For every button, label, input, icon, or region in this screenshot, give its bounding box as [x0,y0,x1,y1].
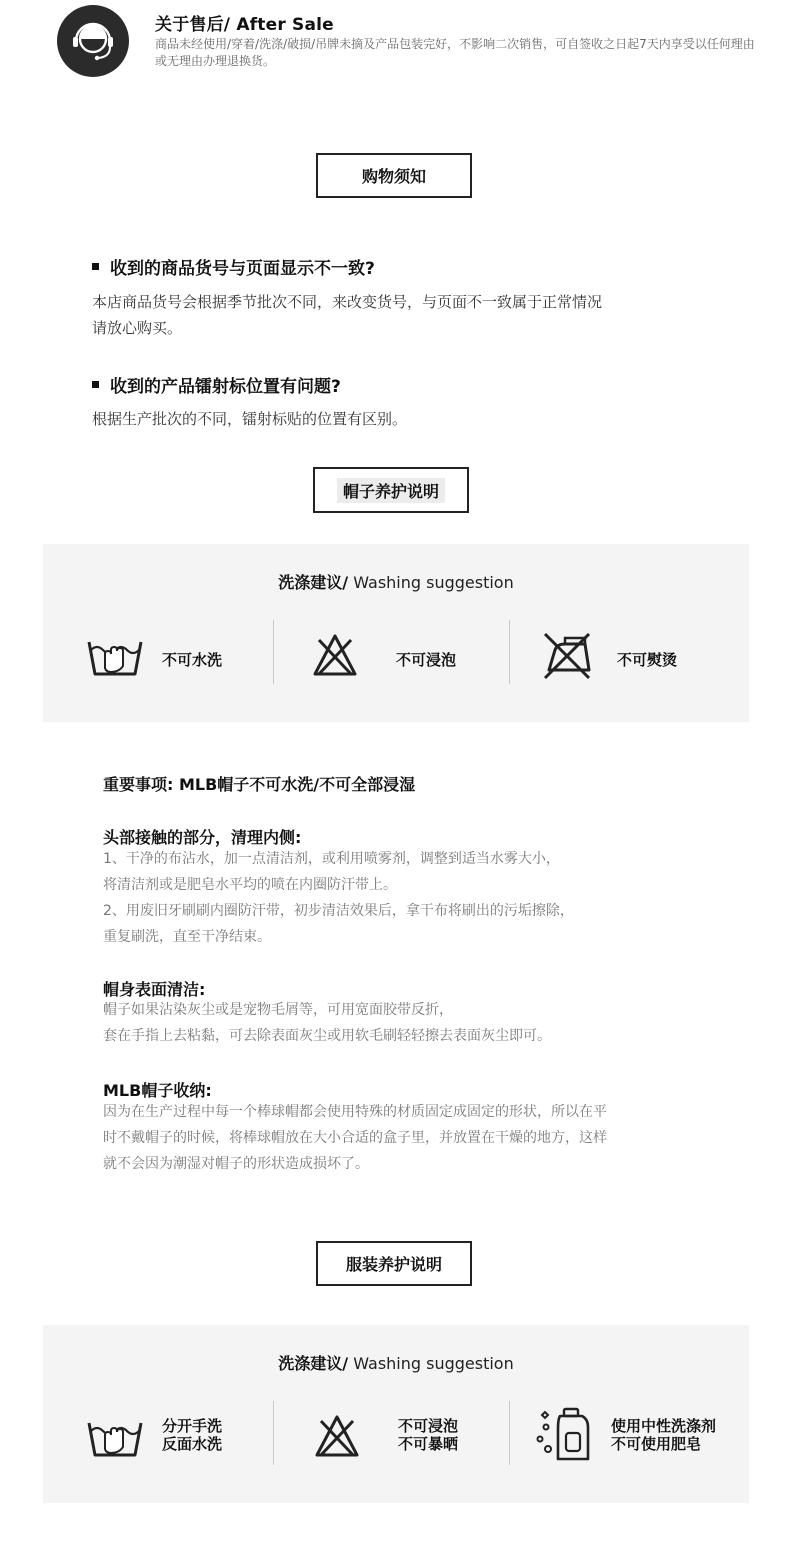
no-iron-label: 不可熨烫 [617,651,678,669]
detergent-label-line: 不可使用肥皂 [611,1435,702,1453]
care-line: 就不会因为潮湿对帽子的形状造成损坏了。 [103,1156,369,1172]
care-section-title: 头部接触的部分，清理内侧: [103,828,302,847]
hand-wash-label-line: 反面水洗 [162,1435,223,1453]
shopping-notice-heading [316,153,472,198]
faq-question [92,372,341,397]
care-section-body [103,1099,607,1177]
care-line: 1、干净的布沾水，加一点清洁剂，或利用喷雾剂，调整到适当水雾大小， [103,851,560,867]
care-section-body [103,997,551,1049]
apparel-washing-panel [43,1325,749,1503]
washing-suggestion-title-cn: 洗涤建议/ [278,1354,349,1373]
faq-answer [92,289,602,341]
faq-answer [92,406,407,432]
faq-question-text: 收到的产品镭射标位置有问题? [110,377,341,397]
after-sale-description: 商品未经使用/穿着/洗涤/破损/吊牌未摘及产品包装完好，不影响二次销售，可自签收之日起7天内享受以任何理由或无理由办理退换货。 [155,37,755,68]
divider [273,620,274,684]
washing-suggestion-title-en: Washing suggestion [348,573,514,592]
no-soak-label-line: 不可浸泡 [398,1417,459,1435]
headset-support-icon [57,5,129,77]
bullet-square-icon [92,381,99,388]
no-soak-label-line: 不可暴晒 [398,1435,459,1453]
care-line: 因为在生产过程中每一个棒球帽都会使用特殊的材质固定成固定的形状，所以在平 [103,1104,607,1120]
after-sale-title: 关于售后/ After Sale [155,15,334,35]
no-soak-label: 不可浸泡 [396,651,457,669]
faq-answer-line: 本店商品货号会根据季节批次不同，来改变货号，与页面不一致属于正常情况 [92,293,603,311]
divider [509,620,510,684]
hand-wash-label-line: 分开手洗 [162,1417,223,1435]
care-line: 将清洁剂或是肥皂水平均的喷在内圈防汗带上。 [103,877,397,893]
bullet-square-icon [92,263,99,270]
washing-suggestion-title [43,1351,749,1374]
no-soak-label [398,1417,458,1453]
care-line: 帽子如果沾染灰尘或是宠物毛屑等，可用宽面胶带反折， [103,1002,453,1018]
no-iron-icon [541,632,593,680]
no-hand-wash-label: 不可水洗 [162,651,223,669]
care-line: 2、用废旧牙刷刷内圈防汗带，初步清洁效果后，拿干布将刷出的污垢擦除， [103,903,574,919]
washing-suggestion-title-cn: 洗涤建议/ [278,573,349,592]
hand-wash-label [162,1417,222,1453]
detergent-label [611,1417,716,1453]
hat-care-heading [313,467,469,513]
apparel-care-heading-text: 服装养护说明 [345,1255,442,1274]
care-section-title: MLB帽子收纳: [103,1081,212,1100]
detergent-bottle-icon [536,1405,592,1463]
care-line: 时不戴帽子的时候，将棒球帽放在大小合适的盒子里，并放置在干燥的地方，这样 [103,1130,607,1146]
no-hand-wash-icon [85,630,145,680]
hand-wash-icon [85,1411,145,1461]
detergent-label-line: 使用中性洗涤剂 [611,1417,717,1435]
faq-question-text: 收到的商品货号与页面显示不一致? [110,259,375,279]
care-section-body [103,846,574,950]
care-section-title: 帽身表面清洁: [103,980,206,999]
hat-care-heading-text: 帽子养护说明 [337,478,445,503]
hat-washing-panel [43,544,749,722]
no-bleach-soak-icon [313,1413,361,1459]
care-line: 重复刷洗，直至干净结束。 [103,929,271,945]
shopping-notice-heading-text: 购物须知 [361,167,426,186]
divider [509,1401,510,1465]
important-notice: 重要事项: MLB帽子不可水洗/不可全部浸湿 [103,775,416,794]
washing-suggestion-title-en: Washing suggestion [348,1354,514,1373]
faq-question [92,254,375,279]
faq-answer-line: 请放心购买。 [92,319,183,337]
divider [273,1401,274,1465]
care-line: 套在手指上去粘黏，可去除表面灰尘或用软毛刷轻轻擦去表面灰尘即可。 [103,1028,551,1044]
washing-suggestion-title [43,570,749,593]
apparel-care-heading [316,1241,472,1286]
no-bleach-soak-icon [311,632,359,678]
faq-answer-line: 根据生产批次的不同，镭射标贴的位置有区别。 [92,410,408,428]
